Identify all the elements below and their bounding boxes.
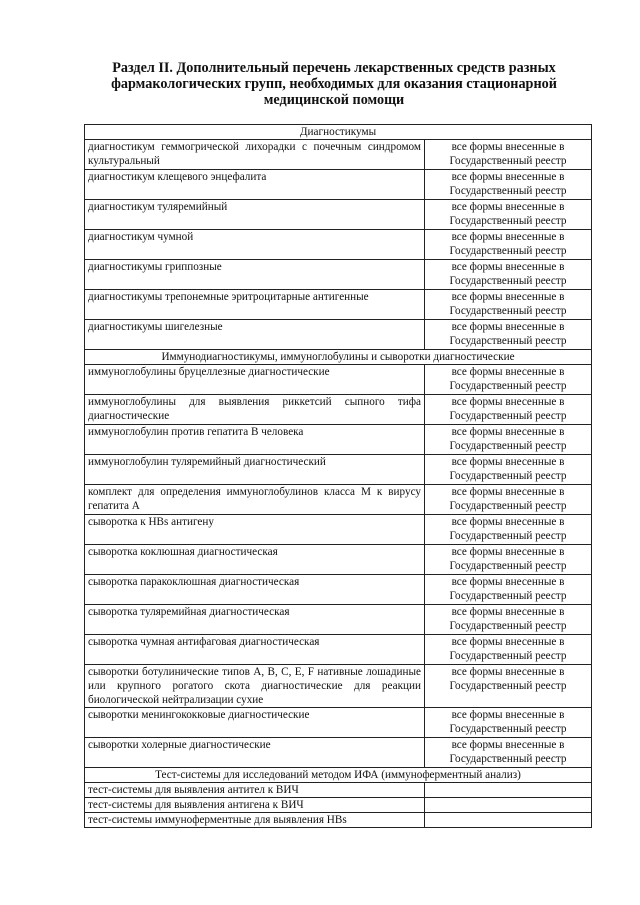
drug-name-cell: диагностикум чумной [85, 230, 425, 260]
dosage-form-cell: все формы внесенные в Государственный реестр [425, 738, 592, 768]
table-row [85, 290, 592, 320]
drug-name-cell: иммуноглобулин против гепатита В человека [85, 425, 425, 455]
dosage-form-cell: все формы внесенные в Государственный реестр [425, 260, 592, 290]
table-row [85, 738, 592, 768]
table-row [85, 320, 592, 350]
drug-name-cell: диагностикум туляремийный [85, 200, 425, 230]
table-row [85, 140, 592, 170]
table-row [85, 798, 592, 813]
table-row [85, 605, 592, 635]
dosage-form-cell: все формы внесенные в Государственный реестр [425, 635, 592, 665]
drug-name-cell: иммуноглобулин туляремийный диагностический [85, 455, 425, 485]
dosage-form-cell: все формы внесенные в Государственный реестр [425, 140, 592, 170]
dosage-form-cell: все формы внесенные в Государственный реестр [425, 455, 592, 485]
drug-name-cell: тест-системы иммуноферментные для выявления HBs [85, 813, 425, 828]
table-row [85, 545, 592, 575]
table-row [85, 395, 592, 425]
drug-name-cell: иммуноглобулины для выявления риккетсий сыпного тифа диагностические [85, 395, 425, 425]
dosage-form-cell: все формы внесенные в Государственный реестр [425, 425, 592, 455]
drug-name-cell: диагностикум клещевого энцефалита [85, 170, 425, 200]
table-row [85, 260, 592, 290]
drug-name-cell: сыворотки ботулинические типов А, В, С, Е, F нативные лошадиные или крупного рогатого скота диагностические для реакции биологической нейтрализации сухие [85, 665, 425, 708]
drug-name-cell: сыворотка туляремийная диагностическая [85, 605, 425, 635]
section-header-row [85, 125, 592, 140]
drug-name-cell: сыворотка к HBs антигену [85, 515, 425, 545]
drug-name-cell: комплект для определения иммуноглобулинов класса М к вирусу гепатита А [85, 485, 425, 515]
drug-name-cell: диагностикумы трепонемные эритроцитарные антигенные [85, 290, 425, 320]
dosage-form-cell: все формы внесенные в Государственный реестр [425, 170, 592, 200]
dosage-form-cell: все формы внесенные в Государственный реестр [425, 605, 592, 635]
dosage-form-cell [425, 798, 592, 813]
section-header: Диагностикумы [85, 125, 592, 140]
dosage-form-cell: все формы внесенные в Государственный реестр [425, 365, 592, 395]
table-row [85, 485, 592, 515]
table-row [85, 635, 592, 665]
table-row [85, 200, 592, 230]
table-row [85, 170, 592, 200]
drug-name-cell: сыворотки холерные диагностические [85, 738, 425, 768]
drug-list-table [84, 124, 592, 828]
section-header: Иммунодиагностикумы, иммуноглобулины и сыворотки диагностические [85, 350, 592, 365]
drug-name-cell: иммуноглобулины бруцеллезные диагностические [85, 365, 425, 395]
drug-name-cell: сыворотка чумная антифаговая диагностическая [85, 635, 425, 665]
section-header-row [85, 768, 592, 783]
dosage-form-cell: все формы внесенные в Государственный реестр [425, 200, 592, 230]
table-row [85, 230, 592, 260]
table-row [85, 515, 592, 545]
drug-name-cell: тест-системы для выявления антигена к ВИЧ [85, 798, 425, 813]
dosage-form-cell: все формы внесенные в Государственный реестр [425, 395, 592, 425]
dosage-form-cell: все формы внесенные в Государственный реестр [425, 665, 592, 708]
drug-name-cell: диагностикум геммогрической лихорадки с почечным синдромом культуральный [85, 140, 425, 170]
table-row [85, 813, 592, 828]
table-row [85, 365, 592, 395]
table-row [85, 708, 592, 738]
section-header-row [85, 350, 592, 365]
dosage-form-cell: все формы внесенные в Государственный реестр [425, 515, 592, 545]
dosage-form-cell: все формы внесенные в Государственный реестр [425, 320, 592, 350]
drug-name-cell: тест-системы для выявления антител к ВИЧ [85, 783, 425, 798]
drug-name-cell: диагностикумы гриппозные [85, 260, 425, 290]
dosage-form-cell [425, 783, 592, 798]
table-row [85, 783, 592, 798]
dosage-form-cell: все формы внесенные в Государственный реестр [425, 485, 592, 515]
dosage-form-cell: все формы внесенные в Государственный реестр [425, 230, 592, 260]
dosage-form-cell [425, 813, 592, 828]
table-row [85, 575, 592, 605]
table-row [85, 665, 592, 708]
drug-name-cell: диагностикумы шигелезные [85, 320, 425, 350]
drug-name-cell: сыворотка коклюшная диагностическая [85, 545, 425, 575]
dosage-form-cell: все формы внесенные в Государственный реестр [425, 575, 592, 605]
section-header: Тест-системы для исследований методом ИФА (иммуноферментный анализ) [85, 768, 592, 783]
dosage-form-cell: все формы внесенные в Государственный реестр [425, 290, 592, 320]
dosage-form-cell: все формы внесенные в Государственный реестр [425, 708, 592, 738]
drug-name-cell: сыворотка паракоклюшная диагностическая [85, 575, 425, 605]
table-row [85, 455, 592, 485]
page-title: Раздел II. Дополнительный перечень лекарственных средств разных фармакологических групп, необходимых для оказания стационарной медицинской помощи [111, 60, 557, 108]
drug-name-cell: сыворотки менингококковые диагностические [85, 708, 425, 738]
table-row [85, 425, 592, 455]
dosage-form-cell: все формы внесенные в Государственный реестр [425, 545, 592, 575]
